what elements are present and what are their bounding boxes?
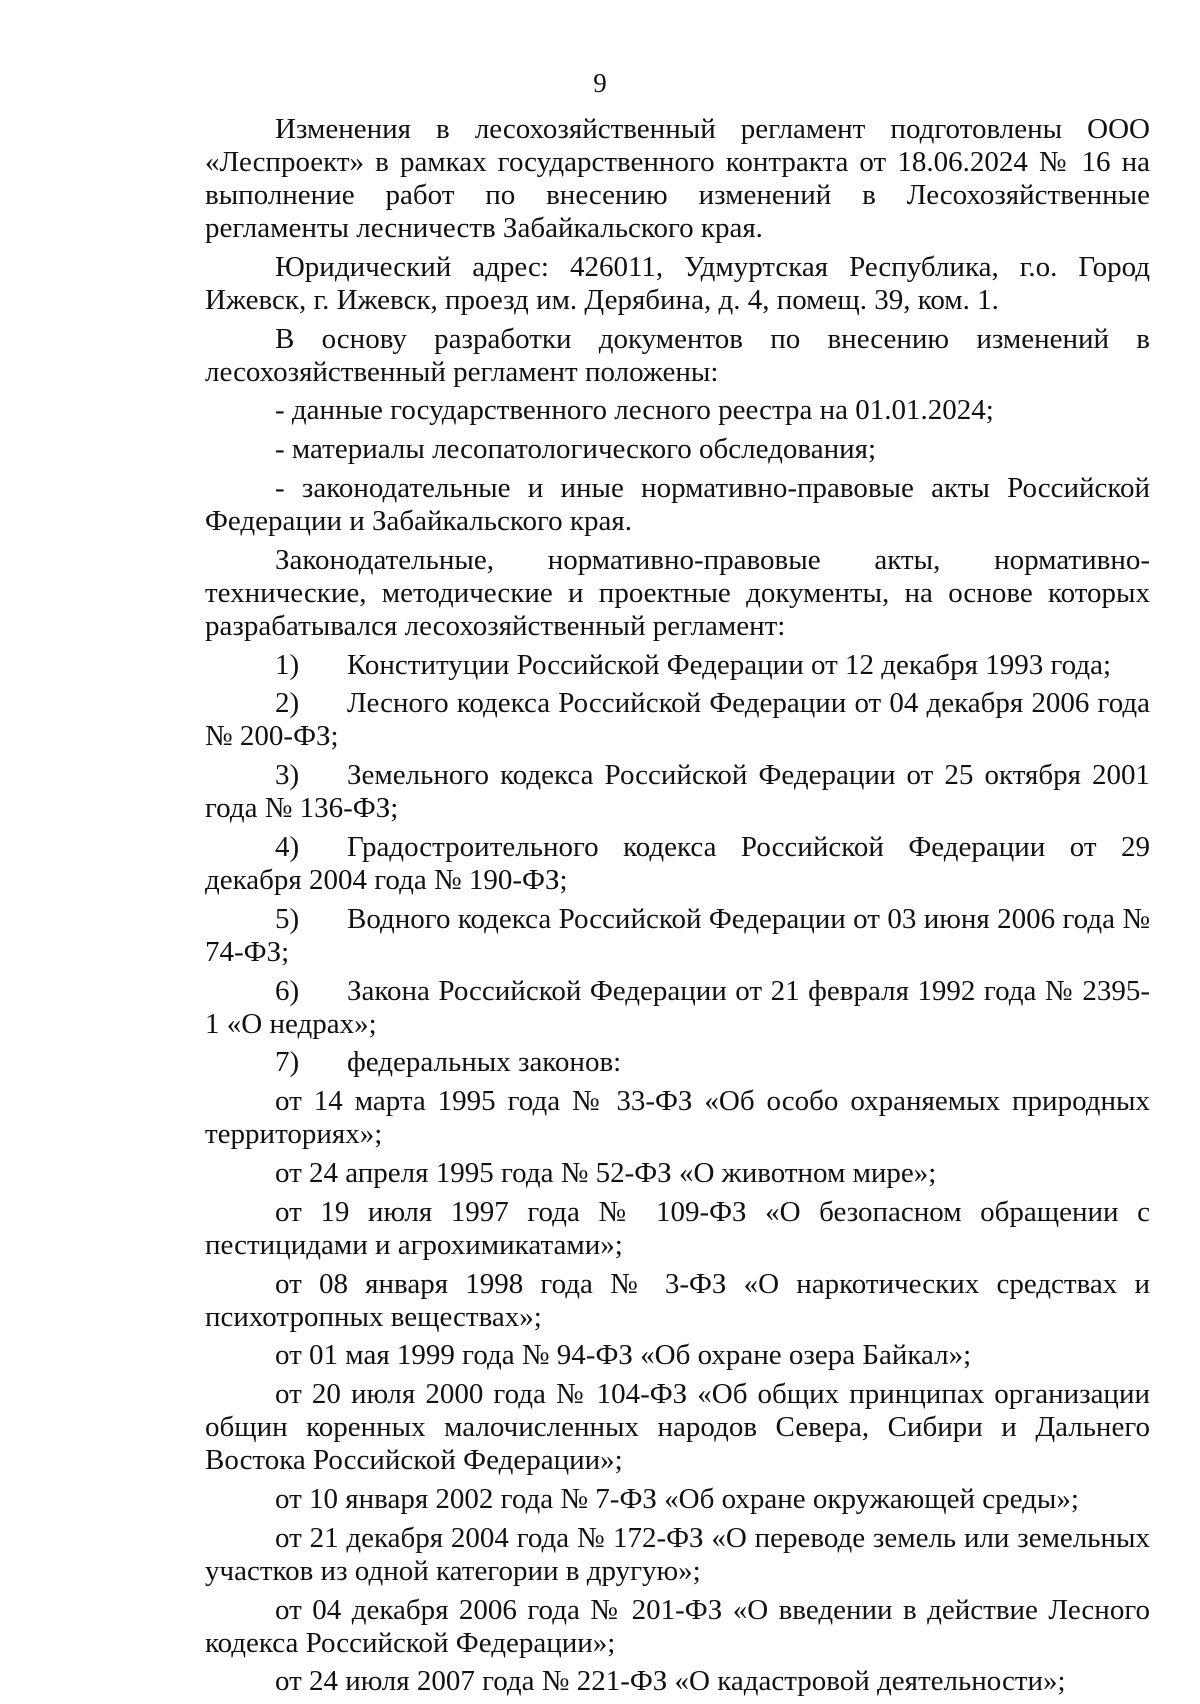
federal-law-item: от 14 марта 1995 года № 33-ФЗ «Об особо охраняемых природных территориях»; bbox=[205, 1085, 1150, 1151]
federal-law-item: от 04 декабря 2006 года № 201-ФЗ «О введении в действие Лесного кодекса Российской Федерации»; bbox=[205, 1593, 1150, 1659]
list-number: 7) bbox=[275, 1046, 300, 1079]
document-body bbox=[205, 113, 1150, 1704]
page-number: 9 bbox=[593, 68, 607, 98]
list-text: федеральных законов: bbox=[347, 1046, 622, 1079]
numbered-list-item bbox=[205, 649, 1150, 682]
numbered-list-item bbox=[205, 975, 1150, 1041]
list-number: 6) bbox=[275, 974, 300, 1007]
list-text: Земельного кодекса Российской Федерации от 25 октября 2001 года № 136-ФЗ; bbox=[205, 759, 1150, 825]
list-number: 5) bbox=[275, 902, 300, 935]
list-text: Закона Российской Федерации от 21 февраля 1992 года № 2395-1 «О недрах»; bbox=[205, 974, 1150, 1040]
numbered-list-item bbox=[205, 759, 1150, 825]
paragraph-legal-acts-intro: Законодательные, нормативно-правовые акты, нормативно-технические, методические и проектные документы, на основе которых разрабатывался лесохозяйственный регламент: bbox=[205, 543, 1150, 642]
list-number: 3) bbox=[275, 759, 300, 792]
paragraph-basis-item: - законодательные и иные нормативно-правовые акты Российской Федерации и Забайкальского края. bbox=[205, 471, 1150, 537]
list-number: 1) bbox=[275, 648, 300, 681]
federal-law-item: от 19 июля 1997 года № 109-ФЗ «О безопасном обращении с пестицидами и агрохимикатами»; bbox=[205, 1195, 1150, 1261]
numbered-list-item bbox=[205, 831, 1150, 897]
federal-law-item: от 20 июля 2000 года № 104-ФЗ «Об общих принципах организации общин коренных малочисленных народов Севера, Сибири и Дальнего Востока Российской Федерации»; bbox=[205, 1378, 1150, 1477]
federal-law-item: от 24 апреля 1995 года № 52-ФЗ «О животном мире»; bbox=[275, 1156, 937, 1189]
federal-law-item: от 01 мая 1999 года № 94-ФЗ «Об охране озера Байкал»; bbox=[275, 1339, 972, 1372]
list-text: Лесного кодекса Российской Федерации от 04 декабря 2006 года № 200-ФЗ; bbox=[205, 687, 1150, 753]
numbered-list-item bbox=[205, 687, 1150, 753]
paragraph-basis-item: - данные государственного лесного реестра на 01.01.2024; bbox=[275, 394, 994, 427]
list-number: 4) bbox=[275, 830, 300, 863]
federal-law-item: от 24 июля 2007 года № 221-ФЗ «О кадастровой деятельности»; bbox=[275, 1665, 1066, 1698]
paragraph-legal-address: Юридический адрес: 426011, Удмуртская Республика, г.о. Город Ижевск, г. Ижевск, проезд им. Дерябина, д. 4, помещ. 39, ком. 1. bbox=[205, 250, 1150, 316]
paragraph-developer: Изменения в лесохозяйственный регламент подготовлены ООО «Леспроект» в рамках государственного контракта от 18.06.2024 № 16 на выполнение работ по внесению изменений в Лесохозяйственные регламенты лесничеств Забайкальского края. bbox=[205, 113, 1150, 244]
federal-law-item: от 08 января 1998 года № 3-ФЗ «О наркотических средствах и психотропных веществах»; bbox=[205, 1267, 1150, 1333]
numbered-list-item bbox=[205, 1046, 1150, 1079]
numbered-list-item bbox=[205, 903, 1150, 969]
federal-law-item: от 21 декабря 2004 года № 172-ФЗ «О переводе земель или земельных участков из одной категории в другую»; bbox=[205, 1521, 1150, 1587]
paragraph-basis-item: - материалы лесопатологического обследования; bbox=[275, 433, 876, 466]
list-text: Конституции Российской Федерации от 12 декабря 1993 года; bbox=[347, 648, 1112, 681]
paragraph-basis: В основу разработки документов по внесению изменений в лесохозяйственный регламент положены: bbox=[205, 322, 1150, 388]
federal-law-item: от 10 января 2002 года № 7-ФЗ «Об охране окружающей среды»; bbox=[275, 1482, 1079, 1515]
list-text: Градостроительного кодекса Российской Федерации от 29 декабря 2004 года № 190-ФЗ; bbox=[205, 830, 1150, 896]
list-number: 2) bbox=[275, 687, 300, 720]
list-text: Водного кодекса Российской Федерации от 03 июня 2006 года № 74-ФЗ; bbox=[205, 902, 1150, 968]
